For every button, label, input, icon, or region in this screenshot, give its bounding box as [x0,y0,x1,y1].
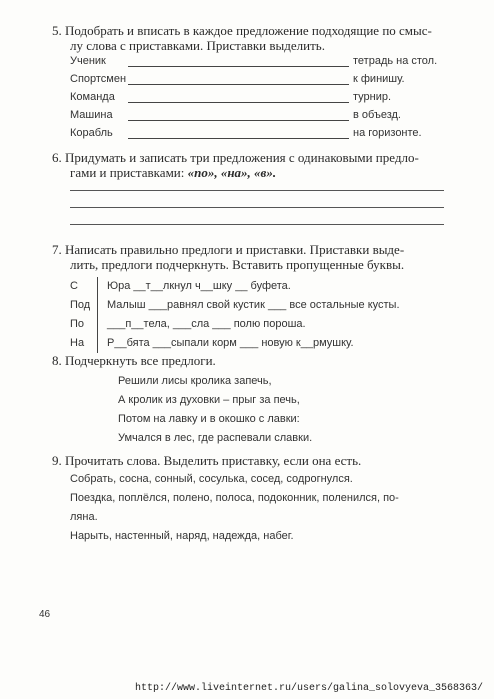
page-number: 46 [39,609,51,620]
task5-answer-line [128,120,349,121]
answer-line [70,207,444,208]
task5-row [70,127,450,141]
task5-row-word: Корабль [70,127,113,139]
task5-row-ending: в объезд. [353,109,401,121]
task5-title-line2: лу слова с приставками. Приставки выделить. [70,38,325,53]
task7-title-line1: 7. Написать правильно предлоги и приставки. Приставки выде- [52,242,405,257]
task7-sentence: Р__бята ___сыпали корм ___ новую к__рмушку. [107,337,354,349]
task5-answer-line [128,138,349,139]
task7-prefix-label: С [70,280,78,292]
task8-poem [118,375,312,451]
task7-table [70,277,450,357]
poem-line: Решили лисы кролика запечь, [118,375,272,387]
task5-row-ending: турнир. [353,91,392,103]
task6-title-line2-items: «по», «на», «в». [187,165,277,180]
poem-line: Умчался в лес, где распевали славки. [118,432,313,444]
word-list-line: Нарыть, настенный, наряд, надежда, набег. [70,530,294,542]
task5-row [70,73,450,87]
task7-title-line2: лить, предлоги подчеркнуть. Вставить пропущенные буквы. [70,257,405,272]
task5-answer-line [128,84,349,85]
task5-answer-line [128,66,349,67]
task5-row-ending: тетрадь на стол. [353,55,438,67]
task5-row [70,55,450,69]
task6-title-line1: 6. Придумать и записать три предложения с одинаковыми предло- [52,150,419,165]
poem-line: А кролик из духовки – прыг за печь, [118,394,300,406]
task5-row [70,109,450,123]
task7-prefix-label: Под [70,299,91,311]
task9-words [70,470,450,546]
word-list-line: Поездка, поплёлся, полено, полоса, подоконник, поленился, по- [70,492,399,504]
task5-row-word: Ученик [70,55,106,67]
task7-sentence: ___п__тела, ___сла ___ полю пороша. [107,318,306,330]
task5-answer-line [128,102,349,103]
word-list-line: ляна. [70,511,98,523]
task7-prefix-label: По [70,318,85,330]
poem-line: Потом на лавку и в окошко с лавки: [118,413,300,425]
word-list-line: Собрать, сосна, сонный, сосулька, сосед, содрогнулся. [70,473,353,485]
task6-title-line2 [70,165,276,180]
task5-row [70,91,450,105]
task5-row-word: Машина [70,109,113,121]
task7-prefix-label: На [70,337,85,349]
task7-sentence: Юра __т__лкнул ч__шку __ буфета. [107,280,291,292]
task5-row-word: Спортсмен [70,73,127,85]
task5-title-line1: 5. Подобрать и вписать в каждое предложение подходящие по смыс- [52,23,432,38]
task9-title: 9. Прочитать слова. Выделить приставку, если она есть. [52,453,362,468]
task7-sentence: Малыш ___равнял свой кустик ___ все остальные кусты. [107,299,400,311]
answer-line [70,190,444,191]
task6-title-line2-prefix: гами и приставками: [70,165,188,180]
task5-row-ending: на горизонте. [353,127,422,139]
task5-row-word: Команда [70,91,115,103]
footer-url[interactable]: http://www.liveinternet.ru/users/galina_solovyeva_3568363/ [135,683,484,694]
task8-title: 8. Подчеркнуть все предлоги. [52,353,216,368]
task5-row-ending: к финишу. [353,73,405,85]
answer-line [70,224,444,225]
